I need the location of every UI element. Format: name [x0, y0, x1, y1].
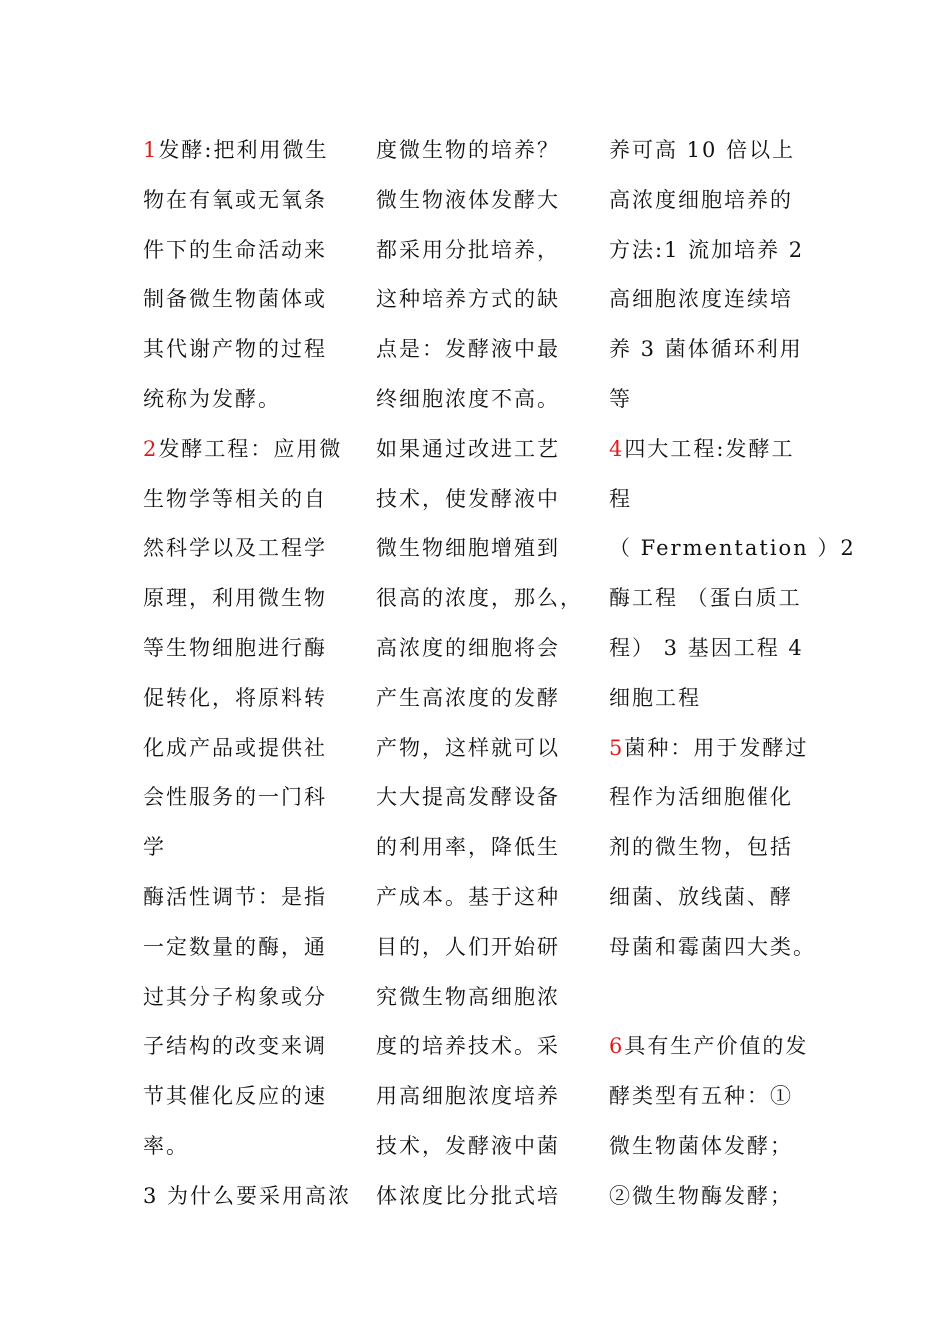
line-text: 具有生产价值的发 [624, 1034, 809, 1059]
line-text: 高浓度的细胞将会 [376, 635, 560, 660]
text-column-1 [143, 126, 355, 1222]
line-text: 件下的生命活动来 [143, 237, 327, 262]
text-line [376, 923, 586, 973]
line-text: 方法:1 流加培养 2 [609, 237, 805, 262]
line-text: 产生高浓度的发酵 [376, 685, 560, 710]
item-number: 4 [609, 436, 625, 461]
text-line [376, 275, 586, 325]
text-line [609, 773, 831, 823]
text-line [143, 475, 355, 525]
text-line [143, 176, 355, 226]
line-text: 大大提高发酵设备 [376, 785, 560, 810]
item-number: 2 [143, 436, 159, 461]
text-line [609, 226, 831, 276]
text-line [143, 1122, 355, 1172]
text-line [609, 176, 831, 226]
line-text: 技术，发酵液中菌 [376, 1133, 560, 1158]
text-line [143, 1172, 355, 1222]
text-line [376, 126, 586, 176]
line-text: 剂的微生物，包括 [609, 835, 793, 860]
line-text: 发酵工程：应用微 [158, 436, 343, 461]
text-line [143, 873, 355, 923]
line-text: 原理，利用微生物 [143, 586, 327, 611]
line-text: 酶工程 （蛋白质工 [609, 586, 802, 611]
text-line [143, 325, 355, 375]
text-line [376, 1172, 586, 1222]
line-text: （ Fermentation ）2 [609, 536, 856, 561]
line-text: 率。 [143, 1133, 189, 1158]
text-line [376, 1022, 586, 1072]
line-text: 然科学以及工程学 [143, 536, 327, 561]
line-text: 究微生物高细胞浓 [376, 984, 560, 1009]
line-text: 过其分子构象或分 [143, 984, 327, 1009]
text-line [376, 773, 586, 823]
line-text: 酵类型有五种：① [609, 1084, 793, 1109]
line-text: 等生物细胞进行酶 [143, 635, 327, 660]
line-text: 终细胞浓度不高。 [376, 386, 560, 411]
line-text: 四大工程:发酵工 [624, 436, 795, 461]
line-text: 很高的浓度，那么， [376, 586, 583, 611]
line-text: 细菌、放线菌、酵 [609, 884, 793, 909]
line-text: 程作为活细胞催化 [609, 785, 793, 810]
line-text: 菌种：用于发酵过 [624, 735, 809, 760]
text-line [143, 724, 355, 774]
line-text: 制备微生物菌体或 [143, 287, 327, 312]
line-text: 高浓度细胞培养的 [609, 187, 793, 212]
line-text: 物在有氧或无氧条 [143, 187, 327, 212]
line-text: ②微生物酶发酵； [609, 1183, 793, 1208]
text-line [143, 375, 355, 425]
text-line [376, 724, 586, 774]
text-line [376, 325, 586, 375]
text-line [376, 1072, 586, 1122]
line-text: 微生物细胞增殖到 [376, 536, 560, 561]
line-text: 细胞工程 [609, 685, 701, 710]
text-line [609, 425, 831, 475]
text-line [376, 674, 586, 724]
text-line [376, 574, 586, 624]
text-line [609, 475, 831, 525]
text-line [143, 226, 355, 276]
line-text: 程 [609, 486, 632, 511]
line-text: 其代谢产物的过程 [143, 337, 327, 362]
text-line [609, 624, 831, 674]
text-line [376, 475, 586, 525]
line-text: 这种培养方式的缺 [376, 287, 560, 312]
line-text: 用高细胞浓度培养 [376, 1084, 560, 1109]
line-text: 学 [143, 835, 166, 860]
text-line [376, 973, 586, 1023]
text-line [376, 1122, 586, 1172]
line-text: 等 [609, 386, 632, 411]
line-text: 3 为什么要采用高浓 [143, 1183, 352, 1208]
text-line [609, 1072, 831, 1122]
line-text: 母菌和霉菌四大类。 [609, 934, 816, 959]
text-line [143, 674, 355, 724]
text-line [143, 973, 355, 1023]
line-text: 微生物液体发酵大 [376, 187, 560, 212]
text-line [609, 275, 831, 325]
text-line [143, 1022, 355, 1072]
line-text: 点是：发酵液中最 [376, 337, 560, 362]
line-text: 目的，人们开始研 [376, 934, 560, 959]
line-text: 度的培养技术。采 [376, 1034, 560, 1059]
line-text: 产物，这样就可以 [376, 735, 560, 760]
line-text: 都采用分批培养， [376, 237, 560, 262]
text-line [609, 873, 831, 923]
text-line [143, 624, 355, 674]
line-text: 节其催化反应的速 [143, 1084, 327, 1109]
line-text: 酶活性调节：是指 [143, 884, 327, 909]
text-line [143, 275, 355, 325]
blank-line [609, 973, 831, 1023]
text-line [376, 375, 586, 425]
line-text: 化成产品或提供社 [143, 735, 327, 760]
text-line [143, 524, 355, 574]
text-line [609, 524, 856, 574]
text-line [609, 923, 831, 973]
text-line [376, 425, 586, 475]
line-text: 技术，使发酵液中 [376, 486, 560, 511]
text-line [609, 375, 831, 425]
text-line [609, 674, 831, 724]
text-line [609, 823, 831, 873]
text-line [609, 1172, 831, 1222]
line-text: 养可高 10 倍以上 [609, 138, 796, 162]
text-line [609, 724, 831, 774]
line-text: 养 3 菌体循环利用 [609, 337, 803, 362]
line-text: 会性服务的一门科 [143, 785, 327, 810]
item-number: 6 [609, 1034, 625, 1059]
line-text: 一定数量的酶，通 [143, 934, 327, 959]
text-column-3 [609, 126, 856, 1222]
line-text: 促转化，将原料转 [143, 685, 327, 710]
text-line [143, 126, 355, 176]
line-text: 生物学等相关的自 [143, 486, 327, 511]
line-text: 度微生物的培养？ [376, 138, 560, 162]
item-number: 5 [609, 735, 625, 760]
line-text: 的利用率，降低生 [376, 835, 560, 860]
line-text: 发酵:把利用微生 [158, 138, 329, 162]
text-line [143, 823, 355, 873]
text-line [376, 524, 586, 574]
text-line [609, 574, 831, 624]
text-line [143, 1072, 355, 1122]
text-line [609, 1022, 831, 1072]
text-line [143, 923, 355, 973]
text-line [609, 1122, 831, 1172]
text-line [143, 574, 355, 624]
line-text: 程） 3 基因工程 4 [609, 635, 804, 660]
text-line [143, 773, 355, 823]
text-line [376, 624, 586, 674]
text-line [376, 176, 586, 226]
item-number: 1 [143, 138, 159, 162]
text-line [609, 325, 831, 375]
text-line [376, 226, 586, 276]
text-line [376, 873, 586, 923]
line-text: 高细胞浓度连续培 [609, 287, 793, 312]
line-text: 子结构的改变来调 [143, 1034, 327, 1059]
line-text: 产成本。基于这种 [376, 884, 560, 909]
text-column-2 [376, 126, 586, 1222]
line-text: 体浓度比分批式培 [376, 1183, 560, 1208]
text-line [143, 425, 355, 475]
line-text: 统称为发酵。 [143, 386, 281, 411]
text-line [609, 126, 831, 176]
text-line [376, 823, 586, 873]
line-text: 如果通过改进工艺 [376, 436, 560, 461]
line-text: 微生物菌体发酵； [609, 1133, 793, 1158]
